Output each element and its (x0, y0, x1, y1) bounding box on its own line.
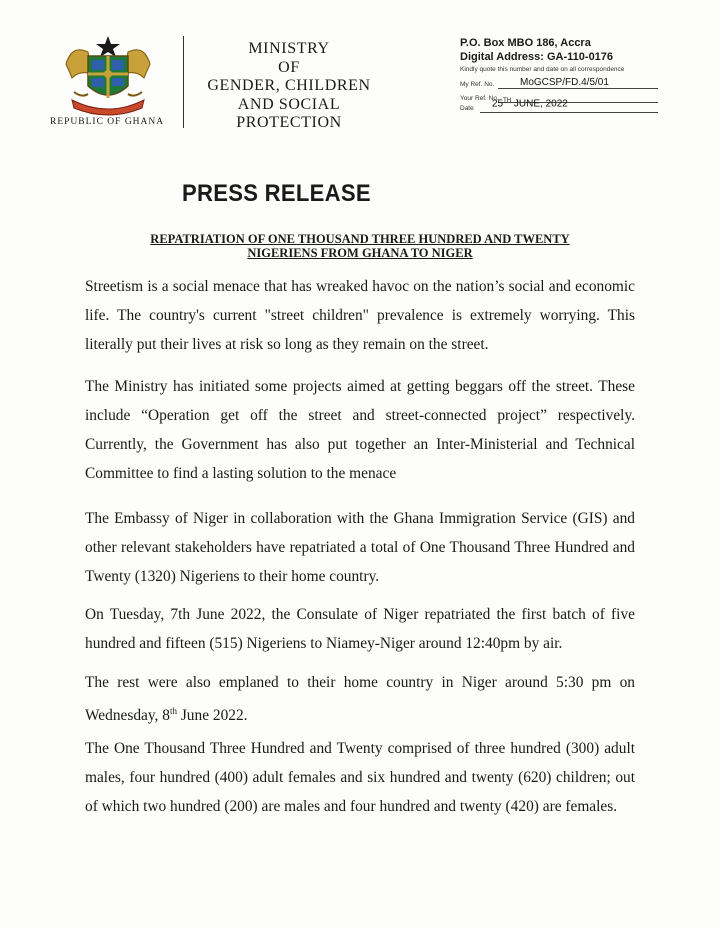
paragraph: The Ministry has initiated some projects aimed at getting beggars off the street. These include “Operation get off the street and street-connected project” respectively. Currently, the Government has also put together an Inter-Ministerial and Technical Committee to find a lasting solution to the menace (85, 378, 635, 482)
release-headline (86, 232, 634, 260)
my-ref-row (460, 73, 670, 91)
header-divider (183, 36, 184, 128)
headline-line: NIGERIENS FROM GHANA TO NIGER (247, 246, 473, 260)
my-ref-label: My Ref. No. (460, 81, 495, 88)
date-value: 25TH JUNE, 2022 (492, 97, 568, 109)
my-ref-value: MoGCSP/FD.4/5/01 (520, 77, 609, 88)
ghana-coat-of-arms-icon (62, 34, 154, 118)
my-ref-line (498, 88, 658, 89)
paragraph: The rest were also emplaned to their home country in Niger around 5:30 pm on Wednesday, 8th June 2022. (85, 674, 635, 725)
ministry-line: OF (278, 58, 300, 76)
paragraph: Streetism is a social menace that has wreaked havoc on the nation’s social and economic life. The country's current "street children" prevalence is extremely worrying. This literally put their lives at risk so long as they remain on the street. (85, 278, 635, 353)
ministry-line: MINISTRY (248, 40, 330, 57)
ministry-name (196, 40, 382, 133)
paragraph: On Tuesday, 7th June 2022, the Consulate of Niger repatriated the first batch of five hundred and fifteen (515) Nigeriens to Niamey-Niger around 12:40pm by air. (85, 606, 635, 652)
quote-note: Kindly quote this number and date on all correspondence (460, 66, 625, 73)
date-line (480, 112, 658, 113)
paragraph: The One Thousand Three Hundred and Twenty comprised of three hundred (300) adult males, four hundred (400) adult females and six hundred and twenty (620) children; out of which two hundred (200) are males and four hundred and twenty (420) are females. (85, 740, 635, 815)
date-label: Date (460, 105, 474, 112)
ministry-line: AND SOCIAL (237, 95, 341, 113)
republic-of-ghana-label: REPUBLIC OF GHANA (50, 117, 165, 127)
your-ref-label: Your Ref. No. (460, 95, 499, 102)
letterhead (0, 0, 720, 140)
po-box: P.O. Box MBO 186, Accra (460, 37, 591, 49)
paragraph: The Embassy of Niger in collaboration with the Ghana Immigration Service (GIS) and other relevant stakeholders have repatriated a total of One Thousand Three Hundred and Twenty (1320) Nigeriens to their home country. (85, 510, 635, 585)
ministry-line: PROTECTION (236, 114, 342, 131)
digital-address: Digital Address: GA-110-0176 (460, 51, 614, 63)
contact-block (460, 36, 670, 115)
headline-line: REPATRIATION OF ONE THOUSAND THREE HUNDRED AND TWENTY (150, 232, 570, 246)
page-title: PRESS RELEASE (182, 180, 371, 207)
ministry-line: GENDER, CHILDREN (207, 77, 371, 94)
